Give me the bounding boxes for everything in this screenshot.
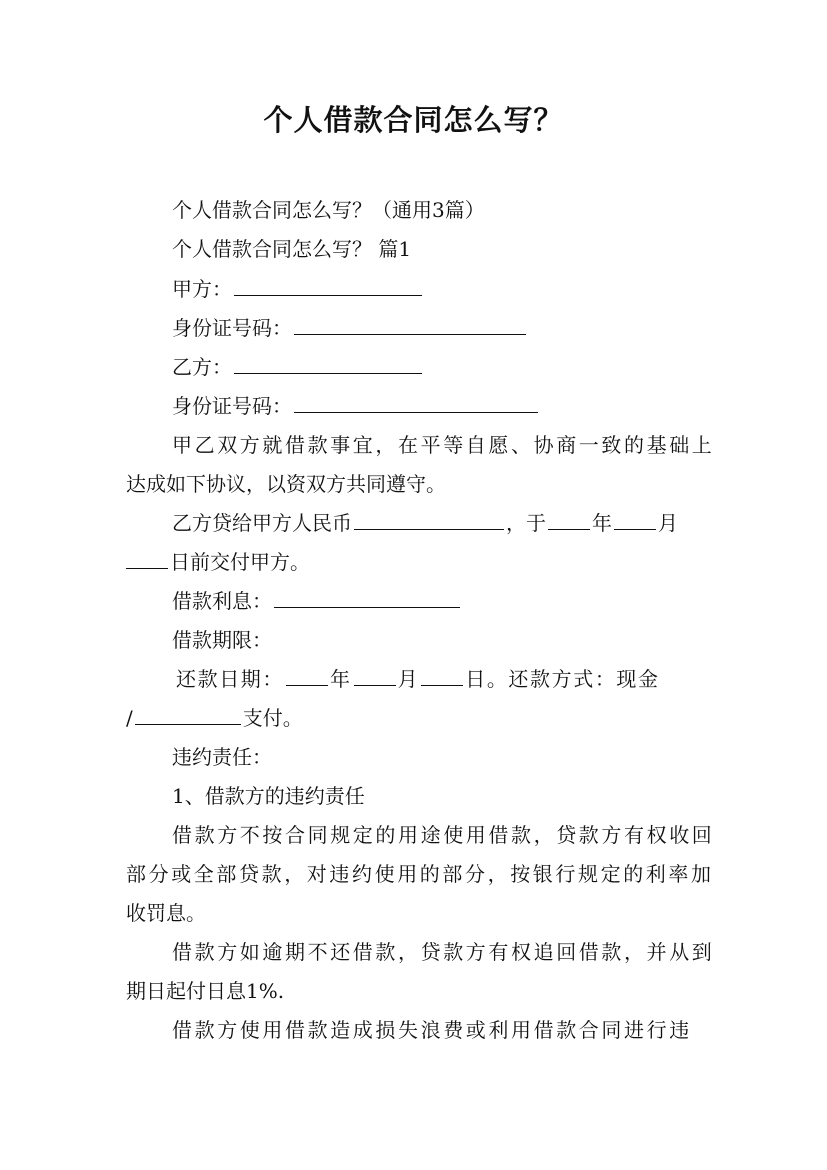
loan-day-blank[interactable] — [126, 549, 168, 569]
interest-label: 借款利息： — [172, 589, 272, 613]
repay-slash: / — [126, 706, 133, 730]
loan-year: 年 — [592, 511, 612, 535]
repay-month-blank[interactable] — [354, 666, 396, 686]
subtitle: 个人借款合同怎么写？（通用3篇） — [172, 198, 485, 222]
repay-day-blank[interactable] — [421, 666, 463, 686]
interest-blank[interactable] — [274, 588, 460, 608]
loan-line-1 — [0, 510, 827, 536]
loan-line-2 — [0, 549, 827, 575]
repay-year-blank[interactable] — [286, 666, 328, 686]
repay-line-2 — [0, 705, 827, 731]
repay-month: 月 — [397, 667, 420, 691]
para1-line-1: 借款方不按合同规定的用途使用借款，贷款方有权收回 — [172, 823, 715, 847]
loan-month: 月 — [658, 511, 678, 535]
loan-year-blank[interactable] — [548, 510, 590, 530]
agreement-line-2: 达成如下协议，以资双方共同遵守。 — [126, 472, 446, 496]
para1-line-2: 部分或全部贷款，对违约使用的部分，按银行规定的利率加 — [126, 862, 714, 886]
para3-line-1: 借款方使用借款造成损失浪费或利用借款合同进行违 — [172, 1018, 692, 1042]
id-b-blank[interactable] — [294, 393, 538, 413]
party-b-line — [0, 354, 827, 380]
term-line: 借款期限： — [172, 628, 272, 652]
agreement-line-1: 甲乙双方就借款事宜，在平等自愿、协商一致的基础上 — [172, 433, 715, 457]
repay-method-blank[interactable] — [135, 705, 241, 725]
id-a-line — [0, 315, 827, 341]
id-b-line — [0, 393, 827, 419]
loan-day: 日前交付甲方。 — [170, 550, 310, 574]
id-a-blank[interactable] — [294, 315, 526, 335]
para2-line-2: 期日起付日息1%. — [126, 979, 285, 1003]
breach-item-1: 1、借款方的违约责任 — [172, 784, 365, 808]
repay-day: 日。还款方式：现金 — [465, 667, 660, 691]
loan-prefix: 乙方贷给甲方人民币 — [172, 511, 352, 535]
party-b-label: 乙方： — [172, 355, 232, 379]
interest-line — [0, 588, 827, 614]
para1-line-3: 收罚息。 — [126, 901, 206, 925]
party-b-blank[interactable] — [234, 354, 422, 374]
loan-amount-blank[interactable] — [354, 510, 504, 530]
id-a-label: 身份证号码： — [172, 316, 292, 340]
part-heading: 个人借款合同怎么写？ 篇1 — [172, 237, 412, 261]
party-a-label: 甲方： — [172, 277, 232, 301]
loan-month-blank[interactable] — [614, 510, 656, 530]
breach-heading: 违约责任： — [172, 745, 272, 769]
id-b-label: 身份证号码： — [172, 394, 292, 418]
repay-year: 年 — [330, 667, 352, 691]
repay-prefix: 还款日期： — [176, 667, 284, 691]
document-title: 个人借款合同怎么写？ — [263, 103, 564, 137]
loan-yu: ，于 — [506, 511, 546, 535]
party-a-line — [0, 276, 827, 302]
party-a-blank[interactable] — [234, 276, 422, 296]
repay-end: 支付。 — [242, 706, 303, 730]
repay-line-1 — [0, 666, 827, 692]
para2-line-1: 借款方如逾期不还借款，贷款方有权追回借款，并从到 — [172, 940, 715, 964]
